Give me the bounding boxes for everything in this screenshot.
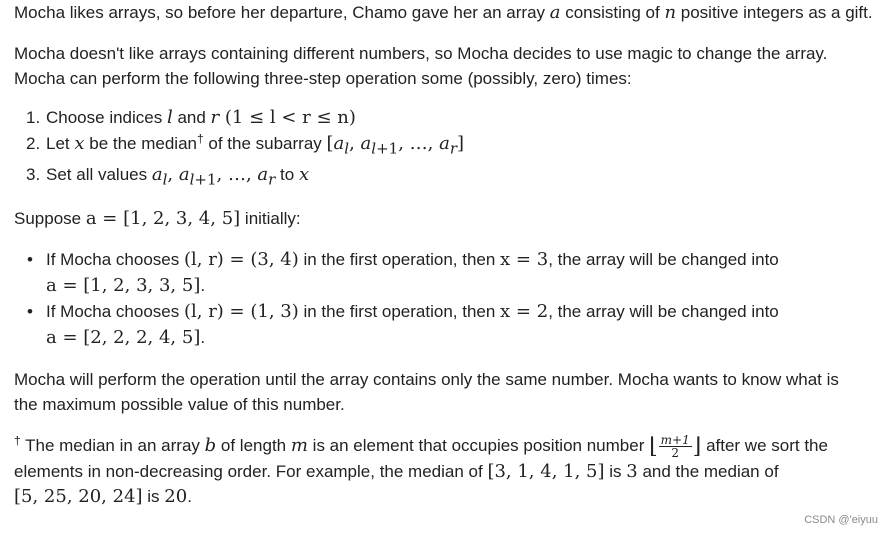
suppose-text: Suppose [14, 209, 86, 229]
floor-right: ⌋ [692, 434, 702, 460]
var-a: a [549, 2, 561, 23]
step-text: of the subarray [203, 134, 327, 153]
goal-line-2: the maximum possible value of this number. [14, 395, 345, 415]
step-constraint: (1 ≤ l < r ≤ n) [219, 107, 356, 128]
values-math: $a_l$, $a_{l+1}$, …, $a_r$ [151, 163, 276, 189]
footnote-text: The median in an array [20, 436, 205, 456]
bullet-icon: • [27, 302, 33, 322]
example-text: , the array will be changed into [548, 302, 779, 322]
subarray-math: [$a_l$, $a_{l+1}$, …, $a_r$] [326, 133, 465, 158]
example-text: in the first operation, then [298, 250, 501, 270]
step-text: Set all values [46, 164, 152, 184]
footnote-text: is [142, 487, 165, 507]
step-text: and [172, 108, 211, 127]
footnote-text: of length [216, 436, 291, 456]
footnote-text: after we sort the [701, 436, 828, 456]
footnote-text: is an element that occupies position number [307, 436, 650, 456]
example-item [14, 247, 880, 299]
dagger-mark: † [14, 433, 21, 448]
step-item [14, 131, 880, 162]
var-x: x [74, 133, 85, 154]
floor-left: ⌊ [649, 434, 658, 460]
csdn-watermark: CSDN @'eiyuu [804, 514, 878, 526]
median-fraction [659, 434, 692, 459]
example-array-2: [5, 25, 20, 24] [14, 486, 143, 508]
step-item [14, 162, 880, 193]
step-number: 3. [26, 164, 41, 184]
footnote-text: and the median of [637, 462, 779, 482]
example-lr-math: (l, r) = (3, 4) [183, 249, 299, 271]
footnote-text: . [187, 487, 192, 507]
example-median-1: 3 [626, 461, 638, 483]
suppose-text: initially: [240, 209, 301, 229]
example-result-math: a = [1, 2, 3, 3, 5] [46, 275, 201, 297]
goal-paragraph [14, 367, 880, 417]
step-text: to [275, 164, 299, 184]
step-text: Let [46, 134, 75, 153]
median-footnote [14, 433, 880, 509]
intro-text-1: Mocha likes arrays, so before her departure, Chamo gave her an array [14, 3, 550, 22]
steps-list [14, 105, 880, 192]
var-x: x [298, 163, 310, 185]
step-item [14, 105, 880, 131]
intro-text-3: positive integers as a gift. [676, 3, 873, 22]
example-item [14, 299, 880, 351]
step-number: 1. [26, 108, 41, 127]
step-number: 2. [26, 134, 41, 153]
example-text: in the first operation, then [298, 302, 501, 322]
var-l: l [166, 107, 173, 128]
intro-paragraph [14, 0, 880, 25]
var-m: m [290, 435, 308, 457]
var-b: b [204, 435, 217, 457]
problem-statement [14, 0, 880, 509]
var-r: r [210, 107, 220, 128]
example-lr-math: (l, r) = (1, 3) [183, 301, 299, 323]
example-text: , the array will be changed into [548, 250, 779, 270]
suppose-line [14, 206, 880, 231]
example-x-math: x = 3 [500, 249, 549, 271]
example-text: If Mocha chooses [46, 302, 184, 322]
example-text: If Mocha chooses [46, 250, 184, 270]
goal-line-1: Mocha will perform the operation until the array contains only the same number. Mocha wants to know what is [14, 370, 839, 390]
operation-line-2: Mocha can perform the following three-step operation some (possibly, zero) times: [14, 69, 632, 88]
footnote-text: is [604, 462, 627, 482]
example-period: . [200, 276, 206, 296]
intro-text-2: consisting of [560, 3, 665, 22]
fraction-denominator: 2 [671, 446, 680, 461]
example-array-1: [3, 1, 4, 1, 5] [487, 461, 605, 483]
example-result-math: a = [2, 2, 2, 4, 5] [46, 327, 201, 349]
footnote-text: elements in non-decreasing order. For example, the median of [14, 462, 488, 482]
dagger-mark: † [196, 131, 204, 146]
bullet-icon: • [27, 250, 33, 270]
example-result-line [46, 325, 880, 351]
example-result-line [46, 273, 880, 299]
fraction-numerator: m+1 [660, 433, 690, 448]
initial-array-math: a = [1, 2, 3, 4, 5] [85, 208, 241, 230]
example-x-math: x = 2 [500, 301, 549, 323]
step-text: Choose indices [46, 108, 167, 127]
example-median-2: 20 [164, 486, 188, 508]
examples-list [14, 247, 880, 351]
operation-line-1: Mocha doesn't like arrays containing different numbers, so Mocha decides to use magic to change the array. [14, 44, 828, 63]
example-period: . [200, 328, 206, 348]
var-n: n [664, 2, 677, 23]
operation-paragraph [14, 41, 880, 91]
step-text: be the median [84, 134, 197, 153]
